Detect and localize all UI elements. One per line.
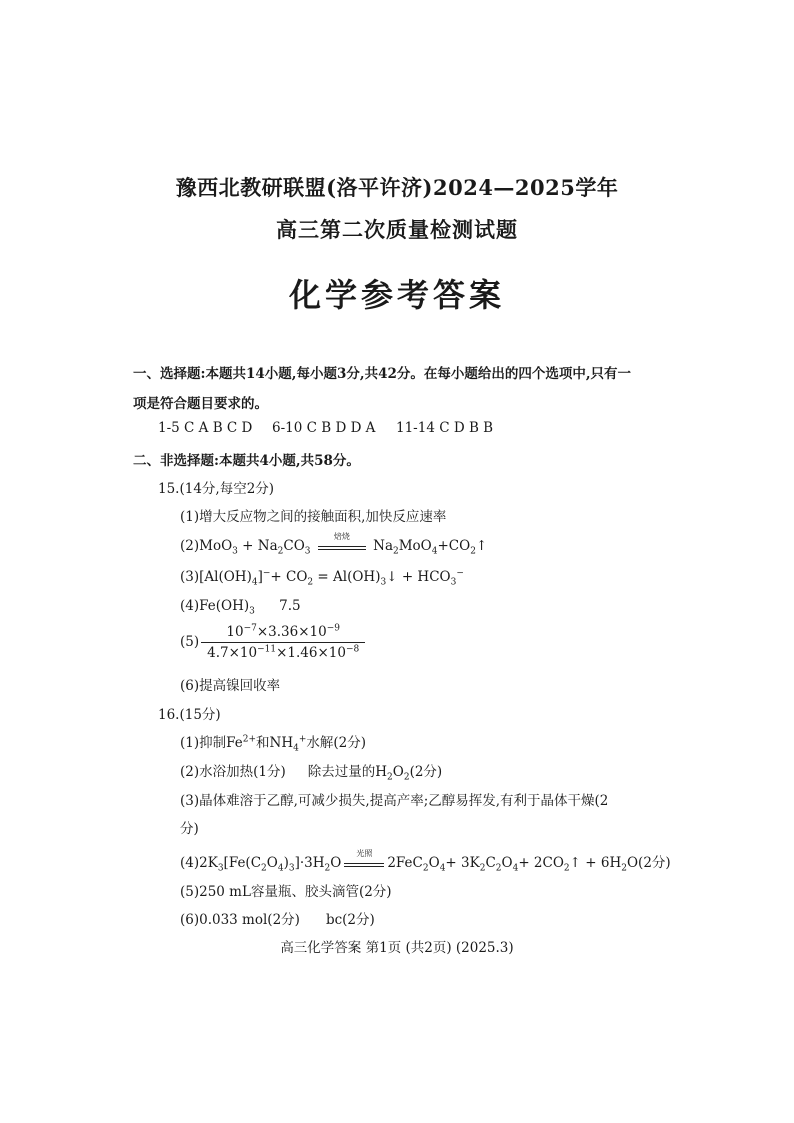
mc-answers-11-14: 11-14 C D B B: [396, 420, 494, 436]
q15-heading: 15.(14分,每空2分): [158, 481, 275, 497]
q15-answer-4: $(4)Fe(OH)_3$ 7.5: [180, 598, 301, 617]
q16-heading: 16.(15分): [158, 707, 221, 723]
q16-answer-1: [180, 731, 367, 754]
equation-products: $Na_2MoO_4+CO_2↑$: [373, 538, 488, 557]
q16-answer-3-line2: 分): [180, 821, 199, 837]
q16-answer-6-a: (6)0.033 mol(2分): [180, 912, 300, 928]
section1-intro-line2: 项是符合题目要求的。: [133, 396, 268, 412]
page-title: 化学参考答案: [288, 276, 505, 314]
q16-answer-1-tail: 水解(2分): [306, 735, 367, 751]
q16-answer-5: (5)250 mL容量瓶、胶头滴管(2分): [180, 884, 392, 900]
q15-answer-3: [180, 568, 464, 588]
equation-ionic: $[Al(OH)_4]^-+ CO_2$ = $Al(OH)_3↓ + HCO_3^-$: [199, 568, 464, 588]
equation-reactants: $MoO_3 + Na_2CO_3$: [199, 538, 311, 557]
exam-org-title: 豫西北教研联盟(洛平许济)2024—2025学年: [175, 175, 619, 200]
condition-label: 光照: [356, 848, 373, 858]
q16-answer-2-mid: 除去过量的: [307, 764, 376, 780]
q16-answer-6-b: bc(2分): [325, 912, 375, 928]
fraction-denominator: $4.7\times 10^{-11}\times 1.46\times 10^{-8}$: [207, 644, 360, 661]
mc-answers-6-10: 6-10 C B D D A: [272, 420, 376, 436]
q15-answer-6: (6)提高镍回收率: [180, 678, 281, 694]
q15-answer-4-value: 7.5: [279, 598, 301, 614]
q15-answer-5-label: (5): [180, 634, 200, 650]
q15-answer-5: [180, 624, 365, 661]
exam-name-title: 高三第二次质量检测试题: [276, 217, 518, 242]
q15-answer-2: [180, 531, 488, 557]
equation-products: $2FeC_2O_4+ 3K_2C_2O_4+$ $2CO_2↑ + 6H_2O$: [387, 855, 639, 874]
q16-answer-6: [180, 908, 375, 928]
q16-answer-2: [180, 760, 443, 783]
q16-answer-1-label: (1)抑制: [180, 735, 227, 751]
reaction-condition: [318, 531, 366, 554]
q16-answer-3-line1: (3)晶体难溶于乙醇,可减少损失,提高产率;乙醇易挥发,有利于晶体干燥(2: [180, 793, 609, 809]
q16-answer-2-tail: (2分): [409, 764, 443, 780]
q16-answer-4: [180, 848, 671, 874]
q16-answer-4-label: (4): [180, 855, 200, 871]
q15-answer-3-label: (3): [180, 569, 200, 585]
section1-intro-line1: 一、选择题:本题共14小题,每小题3分,共42分。在每小题给出的四个选项中,只有一: [133, 366, 632, 382]
q16-answer-4-tail: (2分): [638, 855, 671, 871]
ion-fe2: $Fe^{2+}$: [226, 734, 257, 751]
mc-answers-1-5: 1-5 C A B C D: [158, 420, 253, 436]
q16-answer-1-mid: 和: [256, 735, 270, 751]
q15-answer-4-text: (4)Fe(OH): [180, 598, 250, 614]
ion-nh4: $NH_4^+$: [269, 734, 307, 754]
equation-reactant: $2K_3[Fe(C_2O_4)_3]\cdot 3H_2O$: [199, 855, 342, 874]
fraction-expression: [201, 624, 365, 661]
formula-h2o2: $H_2O_2$: [375, 764, 410, 783]
condition-label: 焙烧: [333, 531, 350, 541]
reaction-condition: [344, 848, 384, 871]
q15-answer-1: (1)增大反应物之间的接触面积,加快反应速率: [180, 509, 447, 525]
fraction-numerator: $10^{-7}\times 3.36\times 10^{-9}$: [201, 624, 365, 643]
q15-answer-2-label: (2): [180, 538, 200, 554]
page-footer: 高三化学答案 第1页 (共2页) (2025.3): [280, 940, 514, 956]
q16-answer-2-pre: (2)水浴加热(1分): [180, 764, 286, 780]
section2-intro: 二、非选择题:本题共4小题,共58分。: [133, 453, 360, 469]
